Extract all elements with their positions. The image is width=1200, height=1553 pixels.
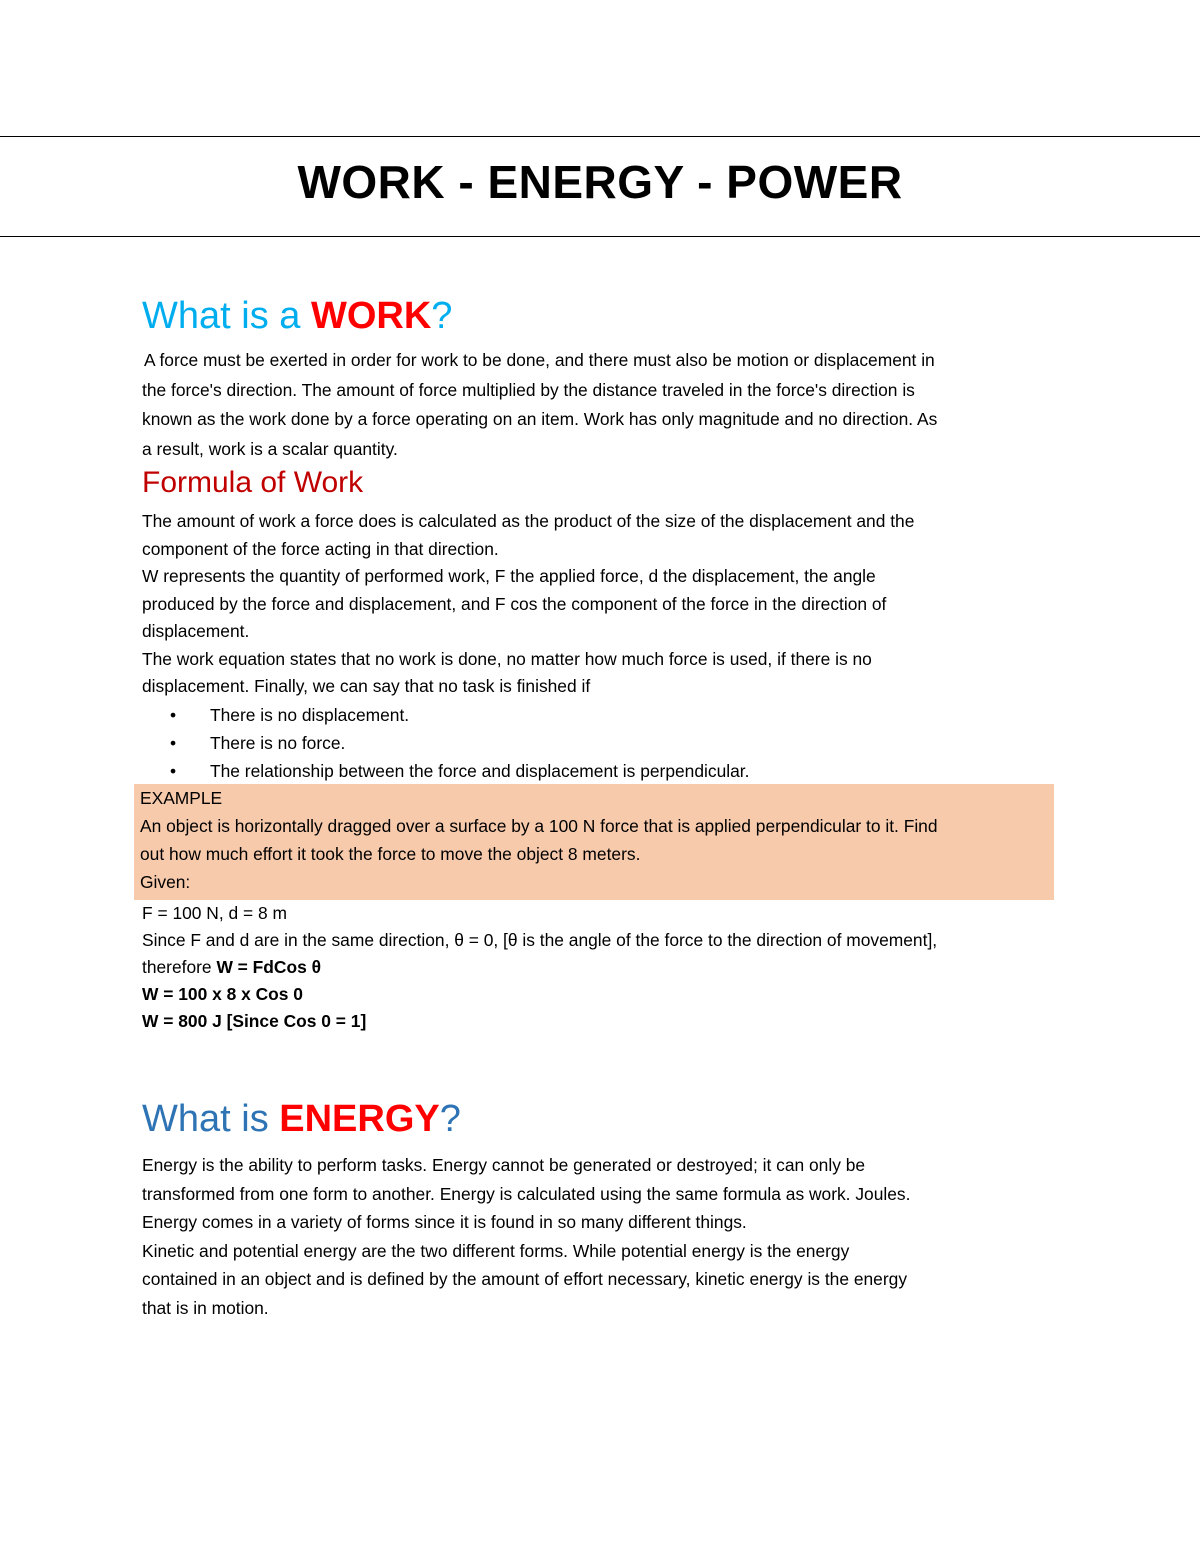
example-box [134,784,1054,900]
energy-line: Kinetic and potential energy are the two different forms. While potential energy is the energy [142,1240,850,1261]
list-item-text: There is no force. [210,733,346,753]
list-item-text: There is no displacement. [210,705,410,725]
formula-line: displacement. Finally, we can say that no task is finished if [142,676,591,696]
example-label: EXAMPLE [140,788,223,808]
formula-line: The work equation states that no work is done, no matter how much force is used, if there is no [142,648,872,669]
work-heading-suffix: ? [431,295,453,337]
bullet-icon: • [170,705,177,725]
formula-line: component of the force acting in that direction. [142,538,499,559]
formula-line: W represents the quantity of performed work, F the applied force, d the displacement, the angle [142,566,876,586]
energy-heading-prefix: What is [142,1098,280,1140]
title-rule-top [0,136,1200,137]
example-line: An object is horizontally dragged over a surface by a 100 N force that is applied perpendicular to it. Find [140,816,938,836]
energy-heading [142,1096,461,1142]
formula-line: displacement. [142,621,250,641]
list-item [170,757,749,785]
energy-heading-suffix: ? [439,1098,461,1140]
work-intro-line: a result, work is a scalar quantity. [142,438,398,459]
work-intro-line: known as the work done by a force operating on an item. Work has only magnitude and no direction. As [142,409,938,429]
energy-line: transformed from one form to another. Energy is calculated using the same formula as work. Joules. [142,1183,911,1204]
list-item [170,729,749,757]
formula-line: The amount of work a force does is calculated as the product of the size of the displacement and the [142,511,915,531]
work-intro-line: A force must be exerted in order for work to be done, and there must also be motion or displacement in [144,350,935,370]
solution-line [142,954,1072,981]
example-given: Given: [140,872,191,892]
bullet-icon: • [170,733,177,753]
work-intro-line: the force's direction. The amount of force multiplied by the distance traveled in the force's direction is [142,379,915,400]
example-line: out how much effort it took the force to move the object 8 meters. [140,844,641,864]
work-formula: W = FdCos θ [216,957,322,977]
energy-line: that is in motion. [142,1297,269,1318]
formula-line: produced by the force and displacement, and F cos the component of the force in the direction of [142,593,887,614]
energy-line: Energy is the ability to perform tasks. Energy cannot be generated or destroyed; it can only be [142,1155,866,1175]
bullet-icon: • [170,761,177,781]
energy-line: contained in an object and is defined by the amount of effort necessary, kinetic energy is the energy [142,1269,908,1289]
solution-result: W = 800 J [Since Cos 0 = 1] [142,1011,367,1031]
energy-line: Energy comes in a variety of forms since it is found in so many different things. [142,1212,747,1232]
list-item [170,701,749,729]
solution-calculation: W = 100 x 8 x Cos 0 [142,984,303,1004]
example-solution [142,900,1072,1035]
solution-given-values: F = 100 N, d = 8 m [142,903,287,923]
title-rule-bottom [0,236,1200,237]
formula-heading: Formula of Work [142,466,364,499]
work-heading-keyword: WORK [310,295,432,337]
work-heading-prefix: What is a [142,295,311,337]
list-item-text: The relationship between the force and displacement is perpendicular. [210,761,750,781]
energy-paragraph [142,1151,1072,1322]
solution-prefix: therefore [142,957,217,977]
no-work-conditions-list [170,701,749,785]
energy-heading-keyword: ENERGY [279,1098,440,1140]
formula-paragraph [142,508,1072,701]
page-title: WORK - ENERGY - POWER [297,156,903,208]
work-heading [142,293,452,339]
solution-line: Since F and d are in the same direction, θ = 0, [θ is the angle of the force to the direction of movement], [142,930,938,950]
work-intro-paragraph [142,346,1072,464]
